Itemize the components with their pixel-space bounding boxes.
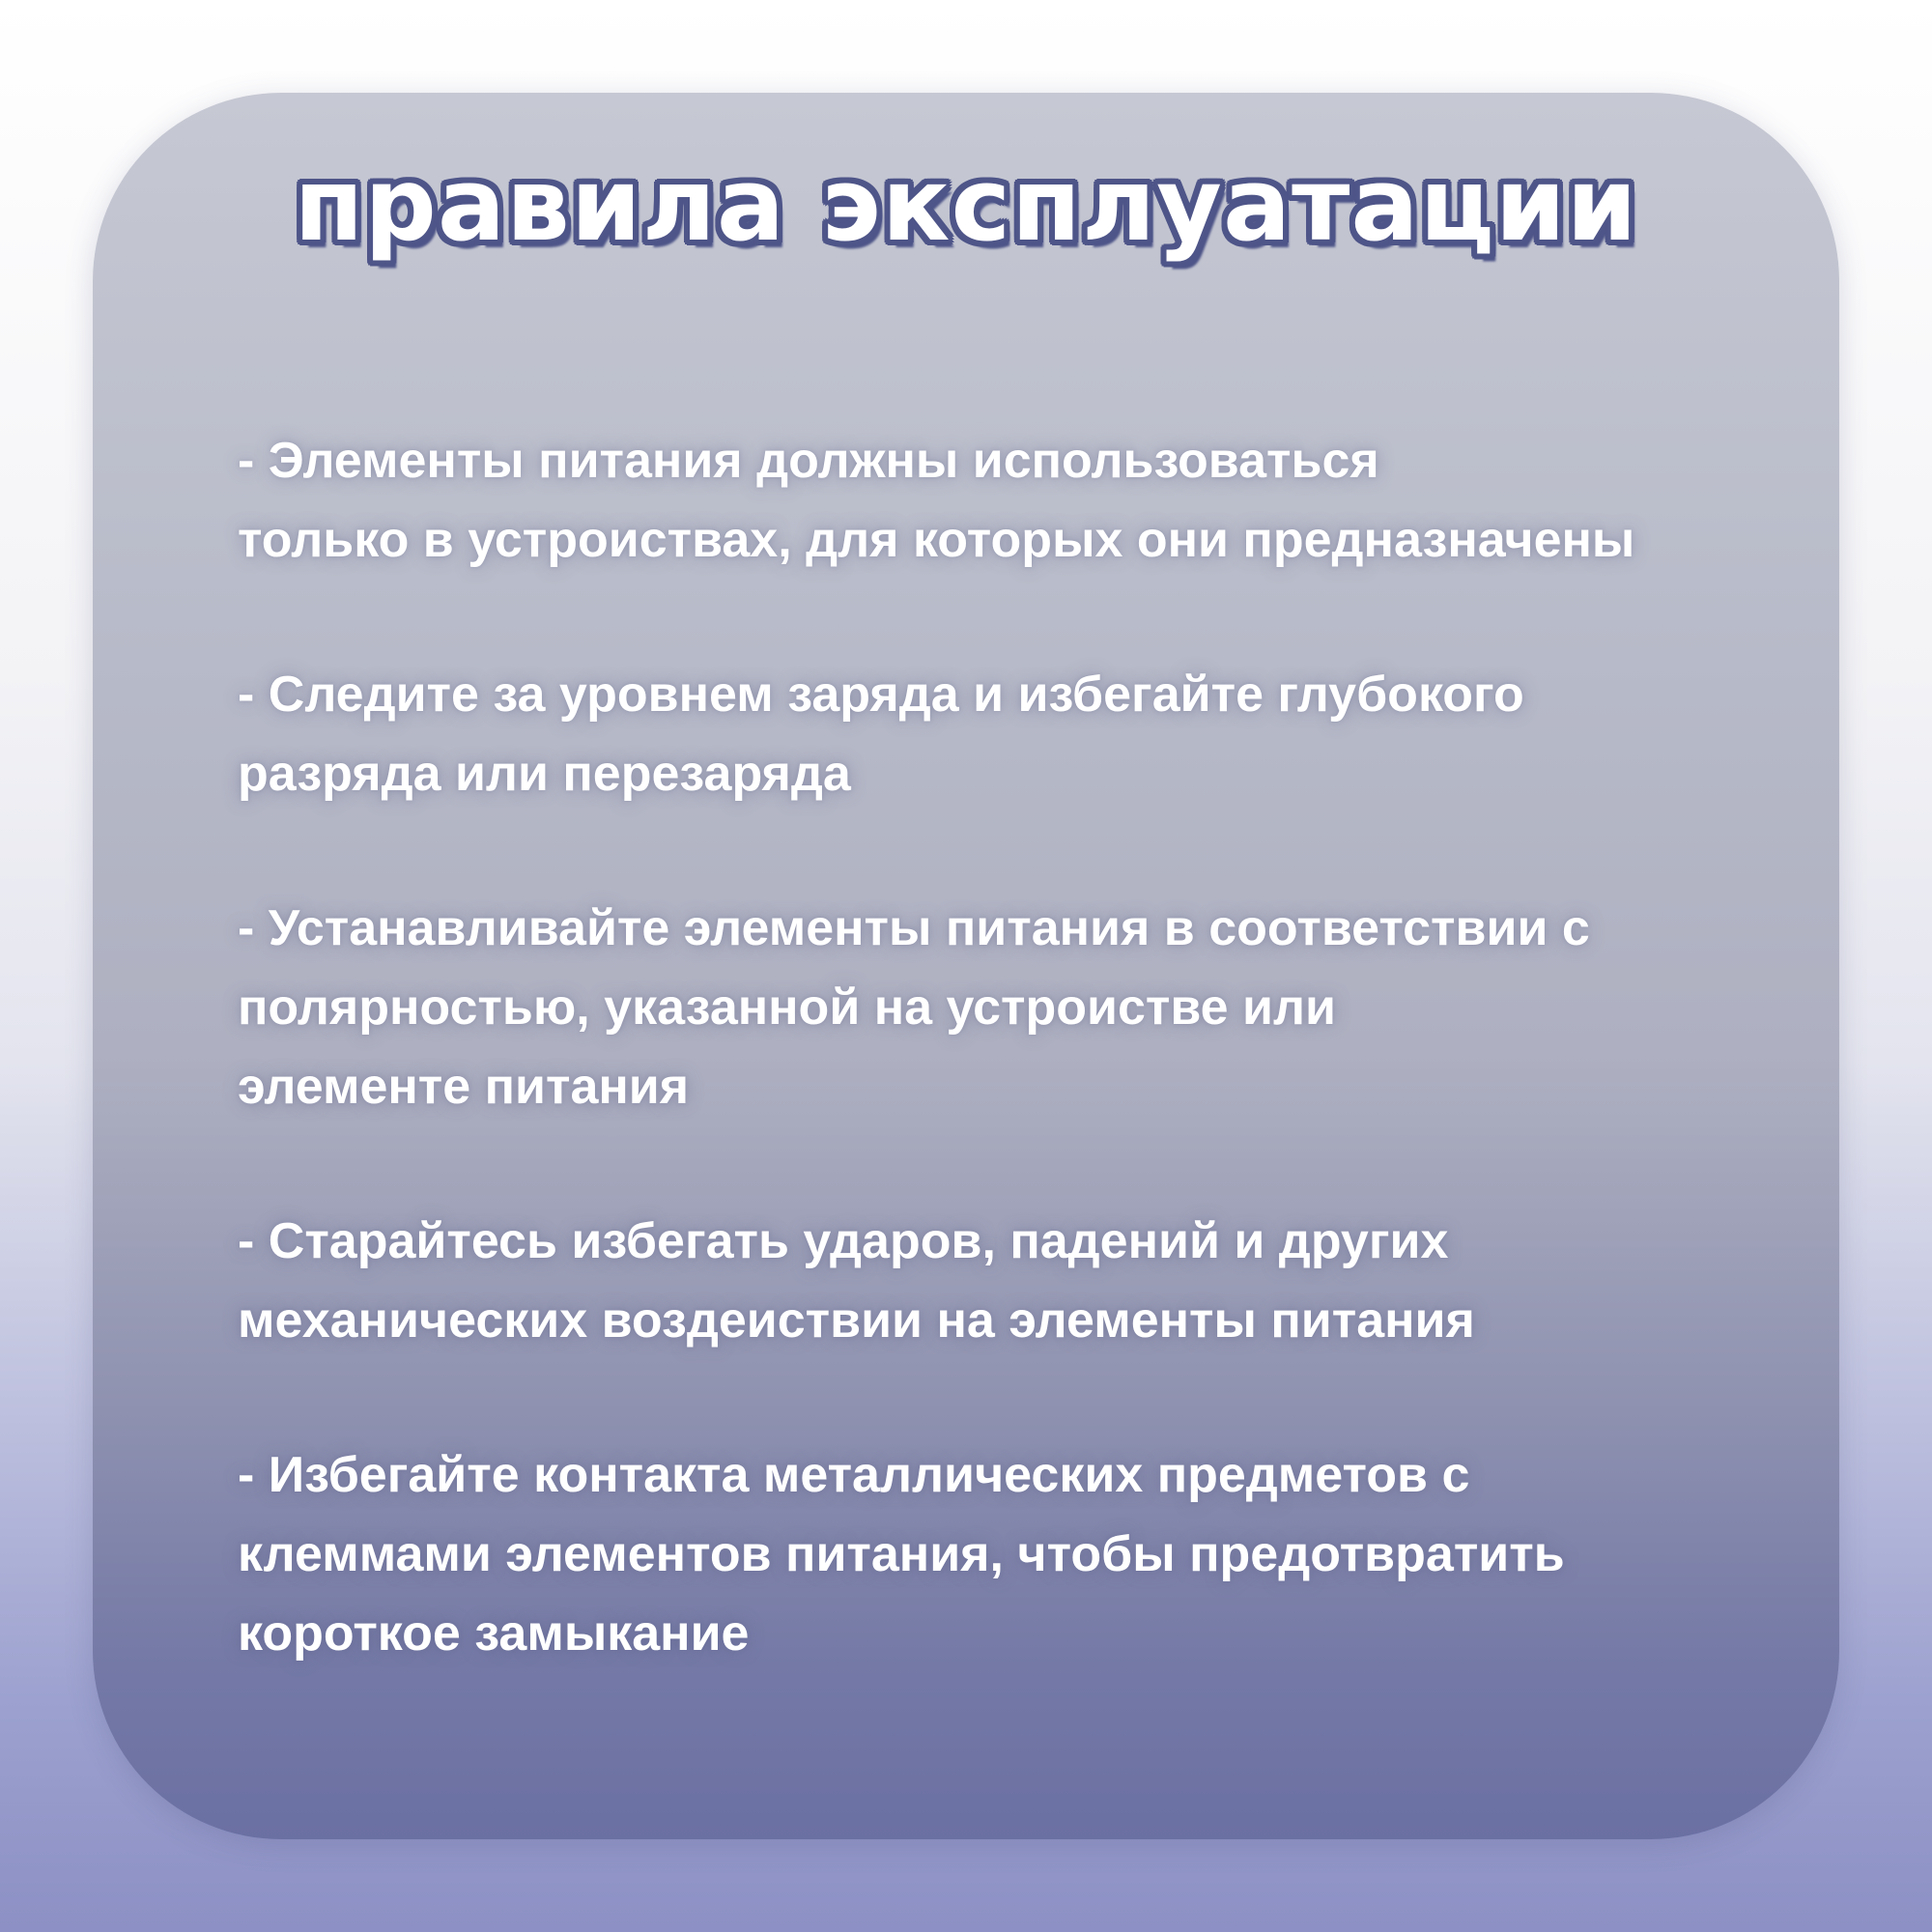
rule-line: полярностью, указанной на устроистве или bbox=[238, 980, 1337, 1036]
rule-line: - Элементы питания должны использоваться bbox=[238, 433, 1379, 489]
rule-line: - Старайтесь избегать ударов, падений и других bbox=[238, 1213, 1449, 1269]
rule-line: - Избегайте контакта металлических предметов с bbox=[238, 1447, 1470, 1503]
page-title: правила эксплуатации bbox=[294, 146, 1638, 264]
rule-line: клеммами элементов питания, чтобы предотвратить bbox=[238, 1526, 1565, 1582]
rules-list bbox=[238, 421, 1783, 1748]
rule-line: только в устроиствах, для которых они предназначены bbox=[238, 512, 1635, 568]
rule-line: механических воздеиствии на элементы питания bbox=[238, 1293, 1475, 1349]
rule-item bbox=[238, 1202, 1783, 1360]
rule-line: - Следите за уровнем заряда и избегайте глубокого bbox=[238, 667, 1524, 723]
rule-item bbox=[238, 889, 1783, 1126]
rule-item bbox=[238, 655, 1783, 813]
rule-item bbox=[238, 421, 1783, 580]
title-container bbox=[93, 146, 1839, 264]
rule-line: элементе питания bbox=[238, 1059, 690, 1115]
rule-line: короткое замыкание bbox=[238, 1605, 750, 1662]
rule-line: - Устанавливайте элементы питания в соответствии с bbox=[238, 900, 1590, 956]
rule-item bbox=[238, 1435, 1783, 1673]
rule-line: разряда или перезаряда bbox=[238, 746, 851, 802]
content-card bbox=[93, 93, 1839, 1839]
